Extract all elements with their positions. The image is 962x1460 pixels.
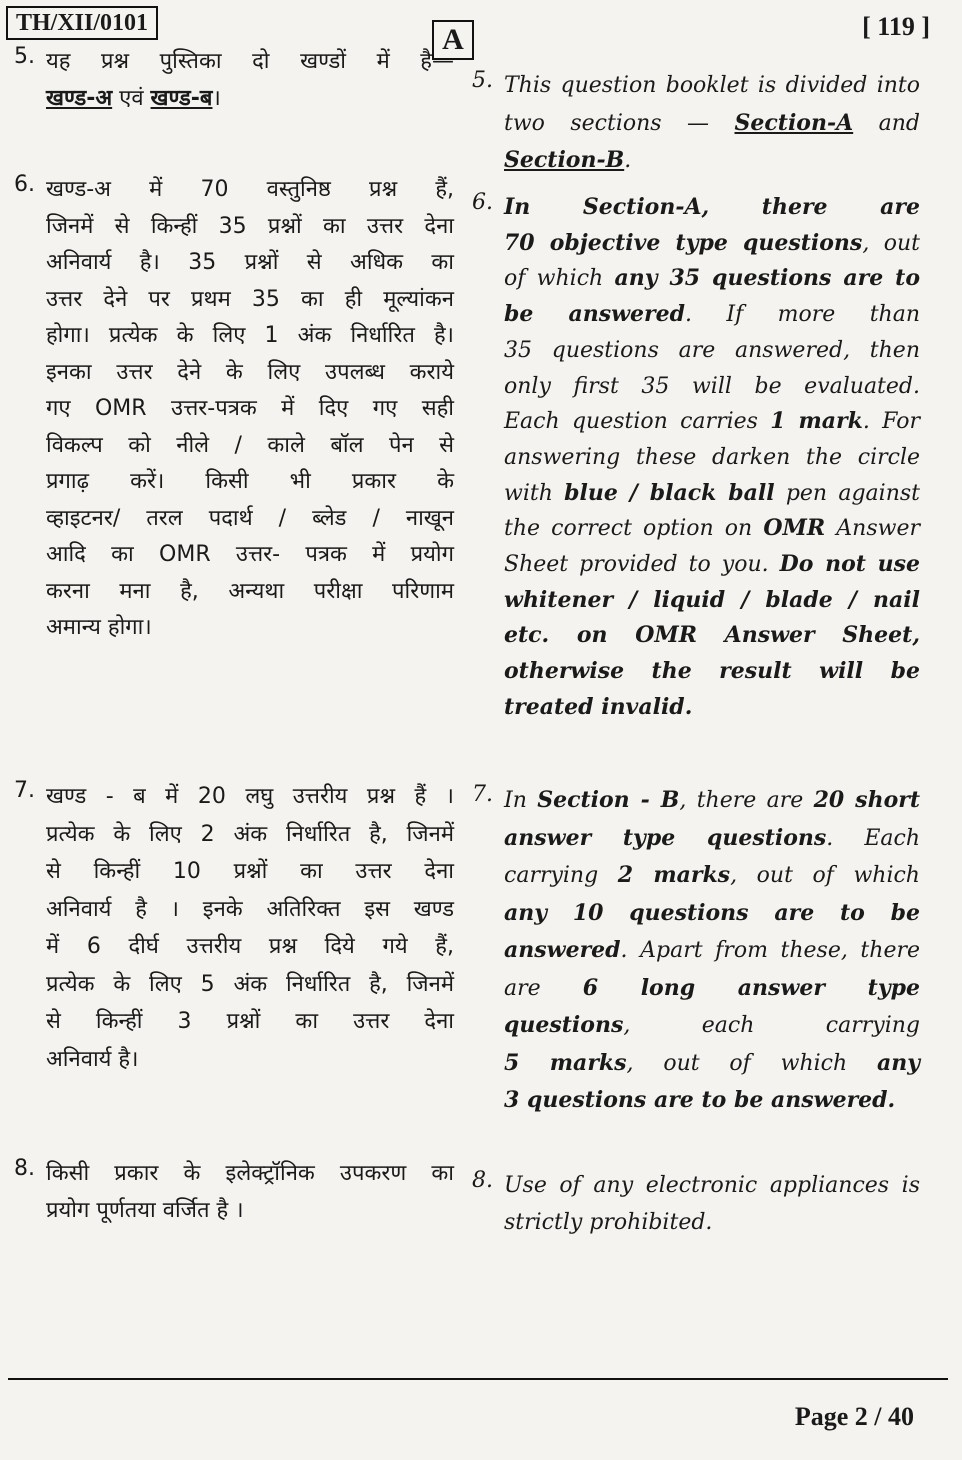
text-line: किसी प्रकार के इलेक्ट्रॉनिक उपकरण का: [46, 1161, 454, 1186]
text-line: होगा। प्रत्येक के लिए 1 अंक निर्धारित है।: [46, 323, 454, 348]
paper-code: TH/XII/0101: [6, 6, 158, 40]
text-line: आदि का OMR उत्तर- पत्रक में प्रयोग: [46, 542, 454, 567]
set-label: A: [432, 20, 474, 60]
text-line: This question booklet is divided into: [504, 73, 920, 98]
text-line: गए OMR उत्तर-पत्रक में दिए गए सही: [46, 396, 454, 421]
english-item-8: [472, 1168, 920, 1241]
section-b-label: खण्ड-ब: [150, 85, 213, 111]
hindi-item-6: [14, 172, 454, 647]
page-number: [ 119 ]: [862, 12, 930, 41]
text-line: करना मना है, अन्यथा परीक्षा परिणाम: [46, 578, 454, 604]
item-number: 8.: [472, 1168, 493, 1193]
text-line: इनका उत्तर देने के लिए उपलब्ध कराये: [46, 359, 454, 385]
hindi-item-8: [14, 1156, 454, 1229]
text-line: खण्ड-अ में 70 वस्तुनिष्ठ प्रश्न हैं,: [46, 177, 454, 202]
section-a-label: Section-A: [734, 109, 854, 136]
english-item-5: 5. This question booklet is divided into two sections — Section-A and Section-B.: [472, 68, 920, 173]
text-line: अनिवार्य है । इनके अतिरिक्त इस खण्ड: [46, 896, 454, 922]
section-a-label: खण्ड-अ: [46, 85, 113, 111]
text-line: प्रगाढ़ करें। किसी भी प्रकार के: [46, 469, 454, 494]
item-number: 7.: [472, 782, 493, 807]
text-line: व्हाइटनर/ तरल पदार्थ / ब्लेड / नाखून: [46, 505, 454, 531]
text-line: यह प्रश्न पुस्तिका दो खण्डों में है—: [46, 49, 454, 74]
text-line: अनिवार्य है।: [46, 1046, 139, 1072]
text-line: विकल्प को नीले / काले बॉल पेन से: [46, 432, 454, 458]
footer-rule: [8, 1378, 948, 1380]
item-number: 6.: [472, 190, 493, 215]
text-line: से किन्हीं 3 प्रश्नों का उत्तर देना: [46, 1009, 454, 1034]
item-number: 8.: [14, 1156, 35, 1181]
text-line: जिनमें से किन्हीं 35 प्रश्नों का उत्तर देना: [46, 213, 454, 239]
english-item-6: 6. In Section-A, there are 70 objective type questions, out of which any 35 questions are to be answered. If more than 35 questions are answered, then only first 35 will be evaluated. Each question carries 1 mark. For answering these darken the circle with blue / black ball pen against the correct option on OMR Answer Sheet provided to you. Do not use whitener / liquid / blade / nail etc. on OMR Answer Sheet, otherwise the result will be treated invalid.: [472, 190, 921, 720]
text-line: Use of any electronic appliances is: [504, 1173, 920, 1198]
text-line: answering these darken the circle: [504, 444, 920, 470]
text-line: में 6 दीर्घ उत्तरीय प्रश्न दिये गये हैं,: [46, 934, 454, 959]
text-line: प्रत्येक के लिए 5 अंक निर्धारित है, जिनमें: [46, 971, 454, 997]
text-line: खण्ड - ब में 20 लघु उत्तरीय प्रश्न हैं ।: [46, 784, 454, 809]
text-line: उत्तर देने पर प्रथम 35 का ही मूल्यांकन: [46, 286, 454, 312]
text-line: only first 35 will be evaluated.: [504, 373, 920, 399]
text-line: से किन्हीं 10 प्रश्नों का उत्तर देना: [46, 859, 454, 884]
hindi-item-7: [14, 778, 454, 1078]
section-b-label: Section-B: [504, 147, 625, 173]
text-line: 35 questions are answered, then: [504, 337, 920, 363]
item-number: 5.: [472, 68, 493, 93]
text-line: strictly prohibited.: [504, 1209, 713, 1235]
text-line: अनिवार्य है। 35 प्रश्नों से अधिक का: [46, 250, 454, 275]
english-item-7: 7. In Section - B, there are 20 short answer type questions. Each carrying 2 marks, out of which any 10 questions are to be answered. Apart from these, there are 6 long answer type questions, each carrying 5 marks, out of which any 3 questions are to be answered.: [472, 782, 921, 1113]
page-footer: Page 2 / 40: [794, 1402, 914, 1431]
item-number: 7.: [14, 778, 35, 803]
item-number: 6.: [14, 172, 35, 197]
item-number: 5.: [14, 44, 35, 69]
text-line: प्रयोग पूर्णतया वर्जित है ।: [46, 1197, 244, 1223]
text-line: अमान्य होगा।: [46, 615, 152, 640]
hindi-item-5: 5. यह प्रश्न पुस्तिका दो खण्डों में है— खण्ड-अ एवं खण्ड-ब।: [14, 44, 454, 111]
text-line: प्रत्येक के लिए 2 अंक निर्धारित है, जिनमें: [46, 821, 454, 847]
